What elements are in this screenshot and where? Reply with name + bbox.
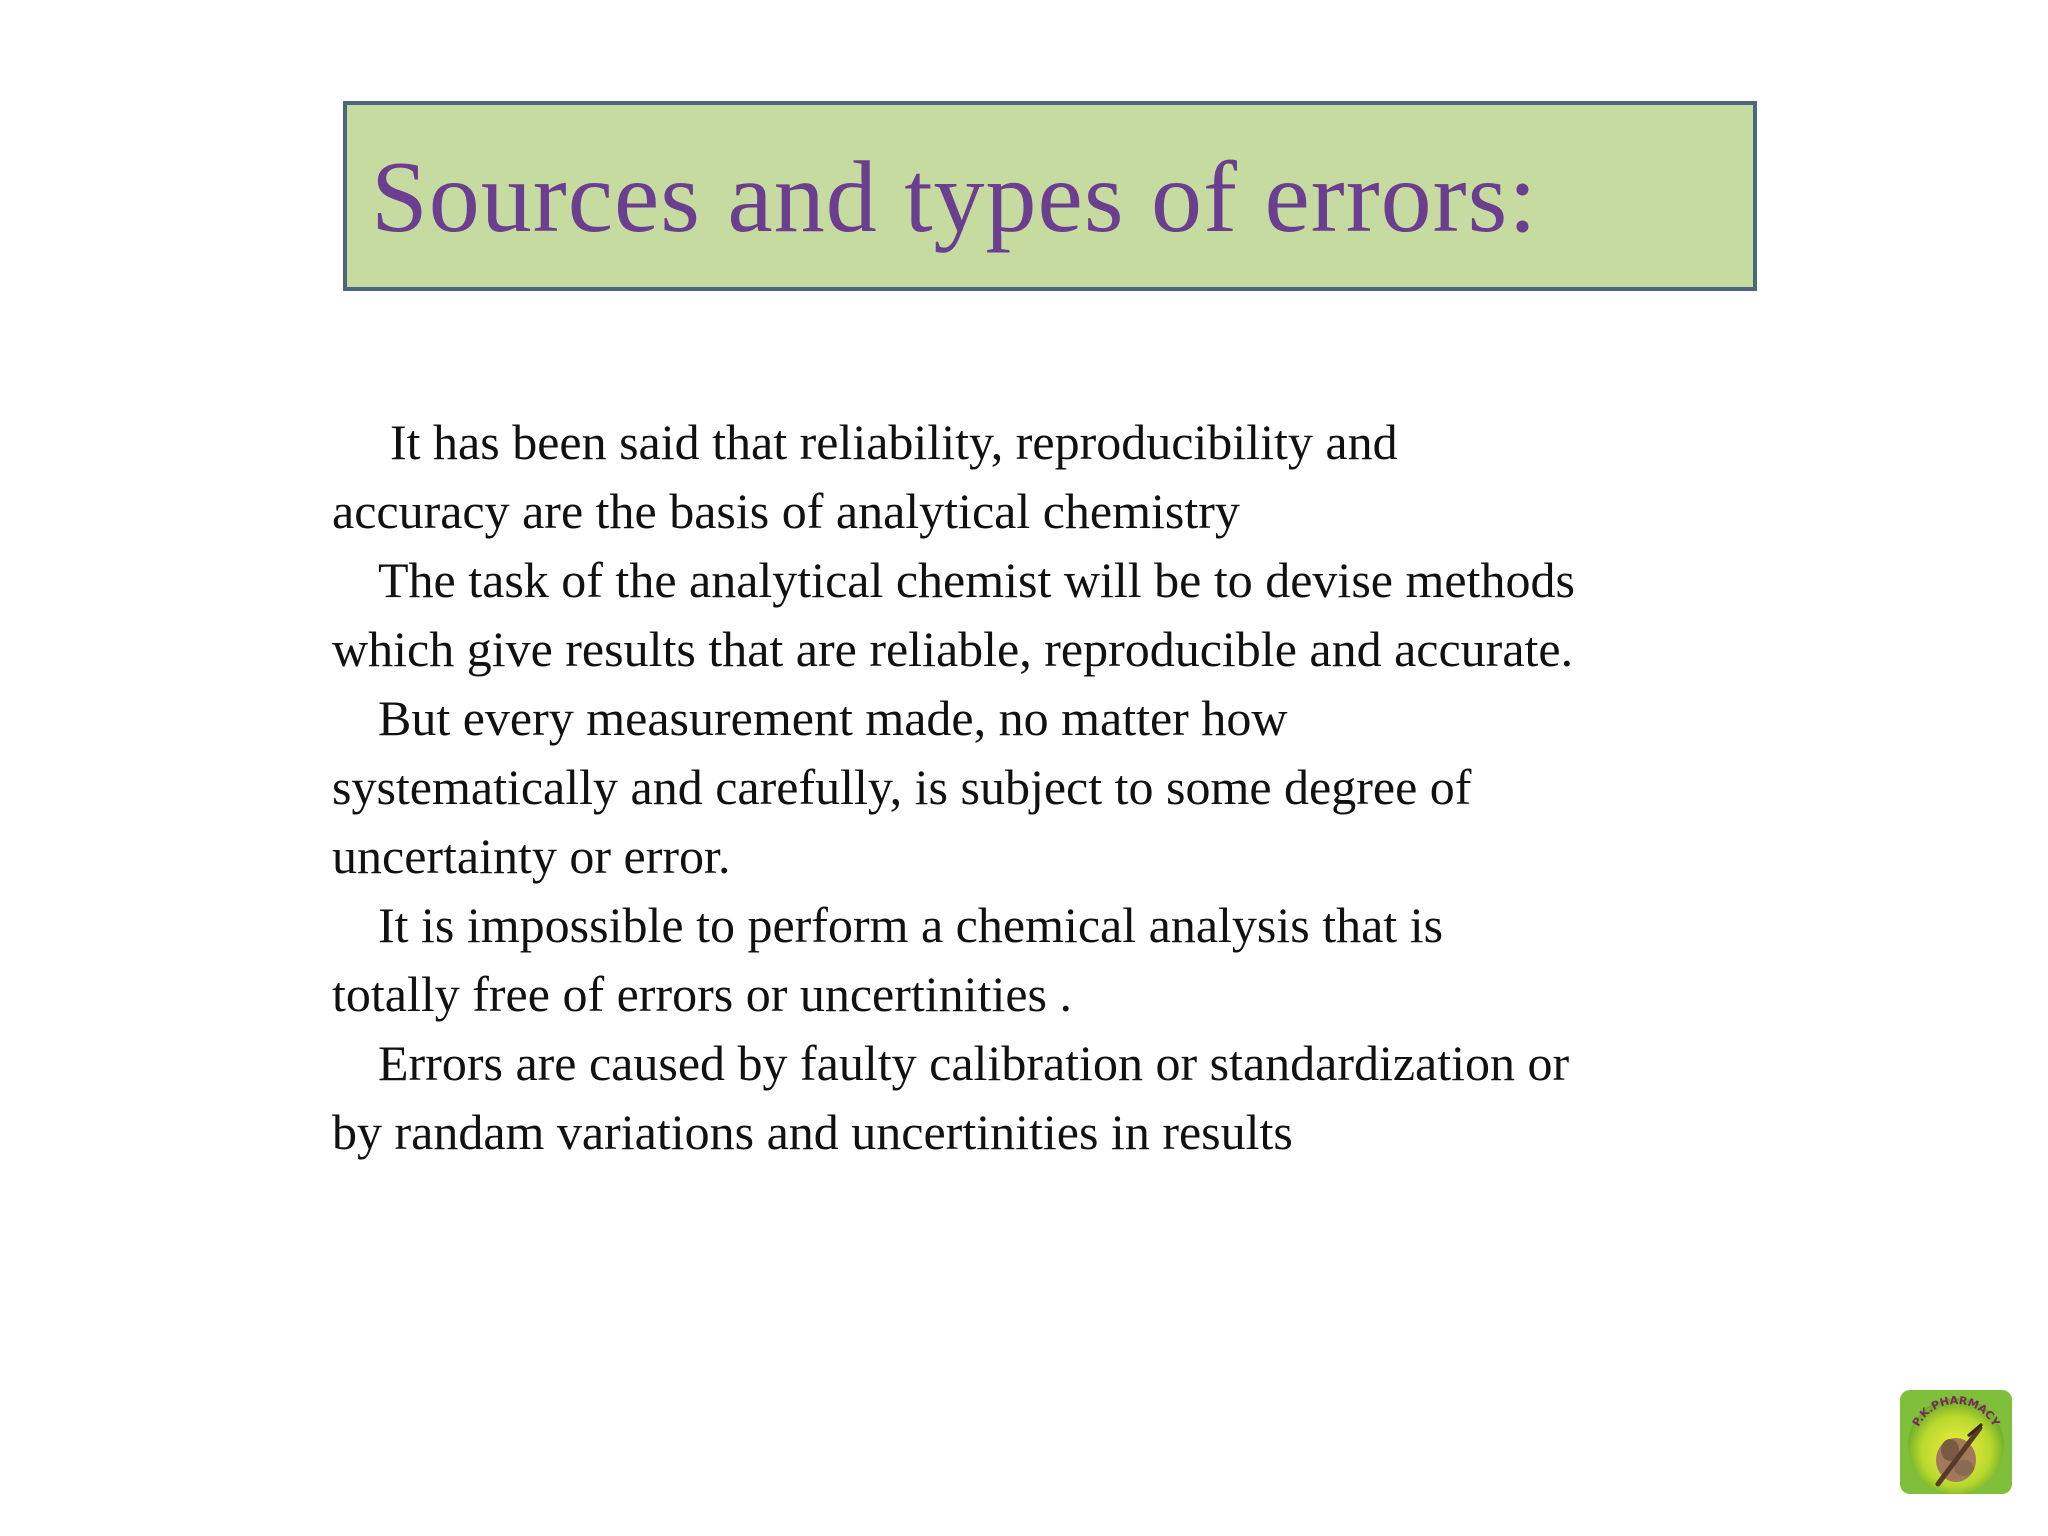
body-line-3: The task of the analytical chemist will be to devise methods — [378, 552, 1575, 608]
body-line-9: totally free of errors or uncertinities . — [332, 966, 1072, 1022]
body-line-1: It has been said that reliability, reproducibility and — [390, 414, 1398, 470]
body-line-10: Errors are caused by faulty calibration or standardization or — [378, 1035, 1570, 1091]
body-line-5: But every measurement made, no matter how — [378, 690, 1288, 746]
body-line-2: accuracy are the basis of analytical chemistry — [332, 483, 1240, 539]
body-line-6: systematically and carefully, is subject to some degree of — [332, 759, 1472, 815]
body-line-7: uncertainty or error. — [332, 828, 731, 884]
svg-text:P.K.PHARMACY: P.K.PHARMACY — [1909, 1393, 2003, 1429]
slide-body — [332, 408, 1772, 1167]
title-box — [343, 101, 1757, 291]
pharmacy-logo-icon — [1898, 1388, 2014, 1496]
body-line-8: It is impossible to perform a chemical analysis that is — [378, 897, 1444, 953]
slide-title: Sources and types of errors: — [371, 141, 1538, 254]
body-line-4: which give results that are reliable, reproducible and accurate. — [332, 621, 1574, 677]
body-line-11: by randam variations and uncertinities in results — [332, 1104, 1293, 1160]
